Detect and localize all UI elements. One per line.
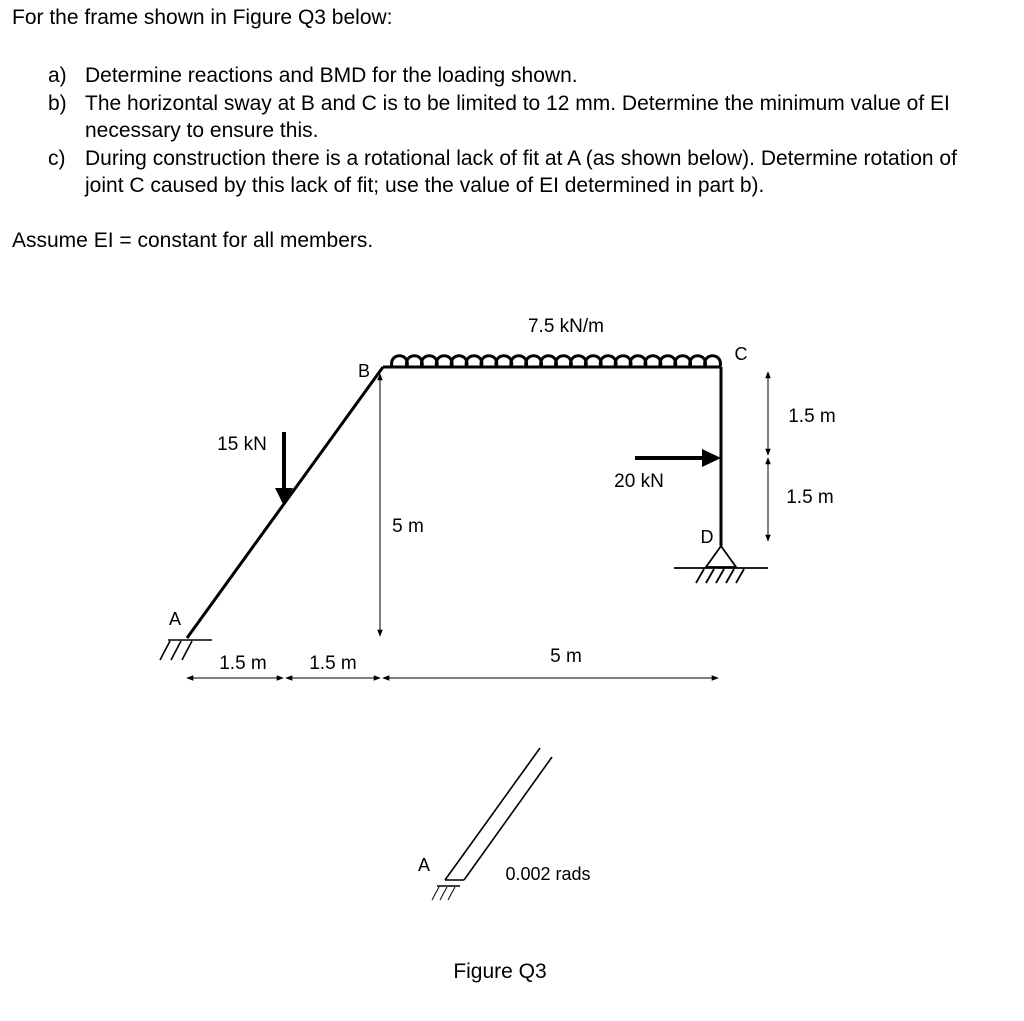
node-label-d: D — [700, 527, 714, 547]
node-label-b: B — [357, 361, 371, 381]
part-text: Determine reactions and BMD for the loading shown. — [85, 64, 578, 87]
point-load-label: 15 kN — [217, 434, 267, 455]
node-label-a: A — [168, 609, 182, 629]
fixed-support-a — [160, 640, 212, 660]
pin-support-d — [674, 546, 768, 583]
assumption-text: Assume EI = constant for all members. — [12, 229, 374, 252]
part-letter: b) — [48, 91, 67, 115]
dimension-label-span-3: 5 m — [550, 646, 582, 667]
dimension-label-cd-upper: 1.5 m — [788, 406, 836, 427]
detail-rotation-label: 0.002 rads — [505, 864, 591, 884]
part-text: The horizontal sway at B and C is to be limited to 12 mm. Determine the minimum value of EI necessary to ensure this. — [85, 91, 950, 142]
part-letter: a) — [48, 64, 67, 87]
udl-coil — [392, 356, 721, 367]
node-label-c: C — [734, 344, 748, 364]
question-intro: For the frame shown in Figure Q3 below: — [12, 6, 393, 29]
horizontal-load-arrow — [635, 449, 721, 467]
horizontal-load-label: 20 kN — [614, 471, 664, 492]
dimension-label-span-2: 1.5 m — [309, 653, 357, 674]
dimension-label-span-1: 1.5 m — [219, 653, 267, 674]
figure-caption: Figure Q3 — [453, 960, 547, 983]
udl-label: 7.5 kN/m — [527, 316, 605, 337]
part-text: During construction there is a rotational lack of fit at A (as shown below). Determine rotation of joint C caused by this lack of fit; use the value of EI determined in part b). — [85, 146, 957, 197]
part-letter: c) — [48, 146, 66, 170]
dimension-label-height: 5 m — [392, 516, 424, 537]
dimension-label-cd-lower: 1.5 m — [786, 487, 834, 508]
detail-node-label: A — [417, 855, 431, 875]
